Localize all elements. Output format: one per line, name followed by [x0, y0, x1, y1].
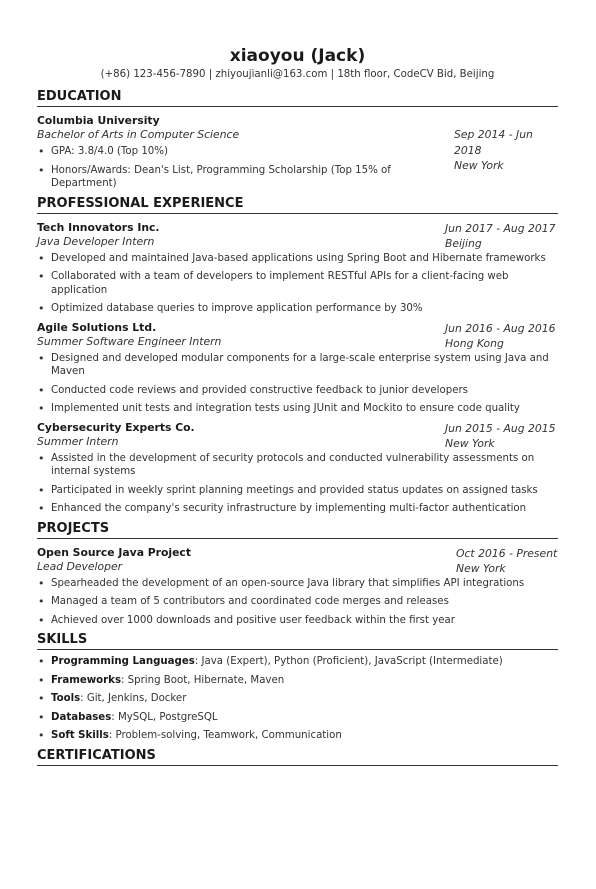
- resume-page: [0, 46, 596, 889]
- list-item: • Developed and maintained Java-based applications using Spring Boot and Hibernate frameworks: [51, 252, 558, 266]
- project-role: Lead Developer: [37, 559, 123, 573]
- skill-value: : Spring Boot, Hibernate, Maven: [121, 674, 285, 686]
- company-name: Cybersecurity Experts Co.: [37, 420, 195, 434]
- section-title-education: EDUCATION: [37, 89, 558, 107]
- candidate-name: xiaoyou (Jack): [229, 46, 366, 66]
- list-item: • Managed a team of 5 contributors and coordinated code merges and releases: [51, 595, 558, 609]
- job-bullets: [37, 352, 558, 416]
- skill-label: Soft Skills: [51, 730, 109, 741]
- job-entry: [37, 421, 558, 516]
- job-location: Hong Kong: [445, 337, 504, 350]
- list-item: • Optimized database queries to improve application performance by 30%: [51, 302, 558, 316]
- job-role: Summer Software Engineer Intern: [37, 334, 222, 348]
- list-item: • Enhanced the company's security infrastructure by implementing multi-factor authentication: [51, 502, 558, 516]
- list-item: [51, 674, 558, 688]
- skills-list: [37, 655, 558, 743]
- list-item: • Honors/Awards: Dean's List, Programming Scholarship (Top 15% of Department): [51, 164, 411, 191]
- education-bullets: [37, 145, 437, 191]
- projects-section: [37, 521, 558, 628]
- list-item: • Collaborated with a team of developers to implement RESTful APIs for a client-facing web application: [51, 270, 558, 297]
- skill-value: : Git, Jenkins, Docker: [80, 693, 187, 704]
- section-title-experience: PROFESSIONAL EXPERIENCE: [37, 196, 558, 214]
- list-item: [51, 692, 558, 706]
- job-meta: [445, 221, 558, 252]
- section-title-projects: PROJECTS: [37, 521, 558, 539]
- list-item: • Implemented unit tests and integration tests using JUnit and Mockito to ensure code quality: [51, 402, 558, 416]
- job-bullets: [37, 252, 558, 316]
- job-dates: Jun 2016 - Aug 2016: [445, 321, 556, 335]
- job-role: Summer Intern: [37, 434, 119, 448]
- education-entry: [37, 114, 558, 191]
- list-item: • Spearheaded the development of an open-source Java library that simplifies API integrations: [51, 577, 558, 591]
- job-dates: Jun 2015 - Aug 2015: [445, 421, 556, 435]
- school-name: Columbia University: [37, 114, 160, 127]
- section-title-certifications: CERTIFICATIONS: [37, 748, 558, 766]
- job-entry: [37, 321, 558, 416]
- list-item: • Achieved over 1000 downloads and positive user feedback within the first year: [51, 614, 558, 628]
- project-entry: [37, 546, 558, 628]
- list-item: [51, 655, 558, 669]
- skill-value: : Java (Expert), Python (Proficient), JavaScript (Intermediate): [194, 656, 503, 667]
- degree: Bachelor of Arts in Computer Science: [37, 128, 240, 141]
- contact-line: (+86) 123-456-7890 | zhiyoujianli@163.com | 18th floor, CodeCV Bid, Beijing: [100, 69, 495, 80]
- job-bullets: [37, 452, 558, 516]
- company-name: Agile Solutions Ltd.: [37, 320, 157, 334]
- skill-value: : Problem-solving, Teamwork, Communication: [108, 730, 342, 741]
- list-item: [51, 729, 558, 743]
- experience-section: [37, 196, 558, 516]
- list-item: • GPA: 3.8/4.0 (Top 10%): [51, 145, 411, 159]
- job-role: Java Developer Intern: [37, 234, 155, 248]
- job-location: Beijing: [445, 237, 482, 250]
- job-entry: [37, 221, 558, 316]
- skill-label: Programming Languages: [51, 656, 195, 667]
- job-meta: [445, 321, 558, 352]
- skill-label: Tools: [51, 693, 81, 704]
- job-meta: [445, 421, 558, 452]
- list-item: • Conducted code reviews and provided constructive feedback to junior developers: [51, 384, 558, 398]
- project-meta: [456, 546, 558, 577]
- education-section: [37, 89, 558, 191]
- skill-value: : MySQL, PostgreSQL: [111, 711, 218, 723]
- company-name: Tech Innovators Inc.: [37, 220, 160, 234]
- skills-section: [37, 632, 558, 743]
- education-location: New York: [454, 159, 504, 172]
- job-dates: Jun 2017 - Aug 2017: [445, 221, 556, 235]
- education-meta: [454, 127, 554, 174]
- list-item: • Participated in weekly sprint planning meetings and provided status updates on assigned tasks: [51, 484, 558, 498]
- list-item: • Designed and developed modular components for a large-scale enterprise system using Java and Maven: [51, 352, 558, 379]
- project-name: Open Source Java Project: [37, 545, 191, 559]
- job-location: New York: [445, 437, 495, 450]
- skill-label: Databases: [51, 711, 112, 723]
- certifications-section: [37, 748, 558, 766]
- project-location: New York: [456, 562, 506, 575]
- project-dates: Oct 2016 - Present: [456, 546, 558, 560]
- skill-label: Frameworks: [51, 674, 122, 686]
- list-item: [51, 711, 558, 725]
- education-dates: Sep 2014 - Jun 2018: [454, 128, 533, 157]
- list-item: • Assisted in the development of security protocols and conducted vulnerability assessments on internal systems: [51, 452, 558, 479]
- section-title-skills: SKILLS: [37, 632, 558, 650]
- project-bullets: [37, 577, 558, 628]
